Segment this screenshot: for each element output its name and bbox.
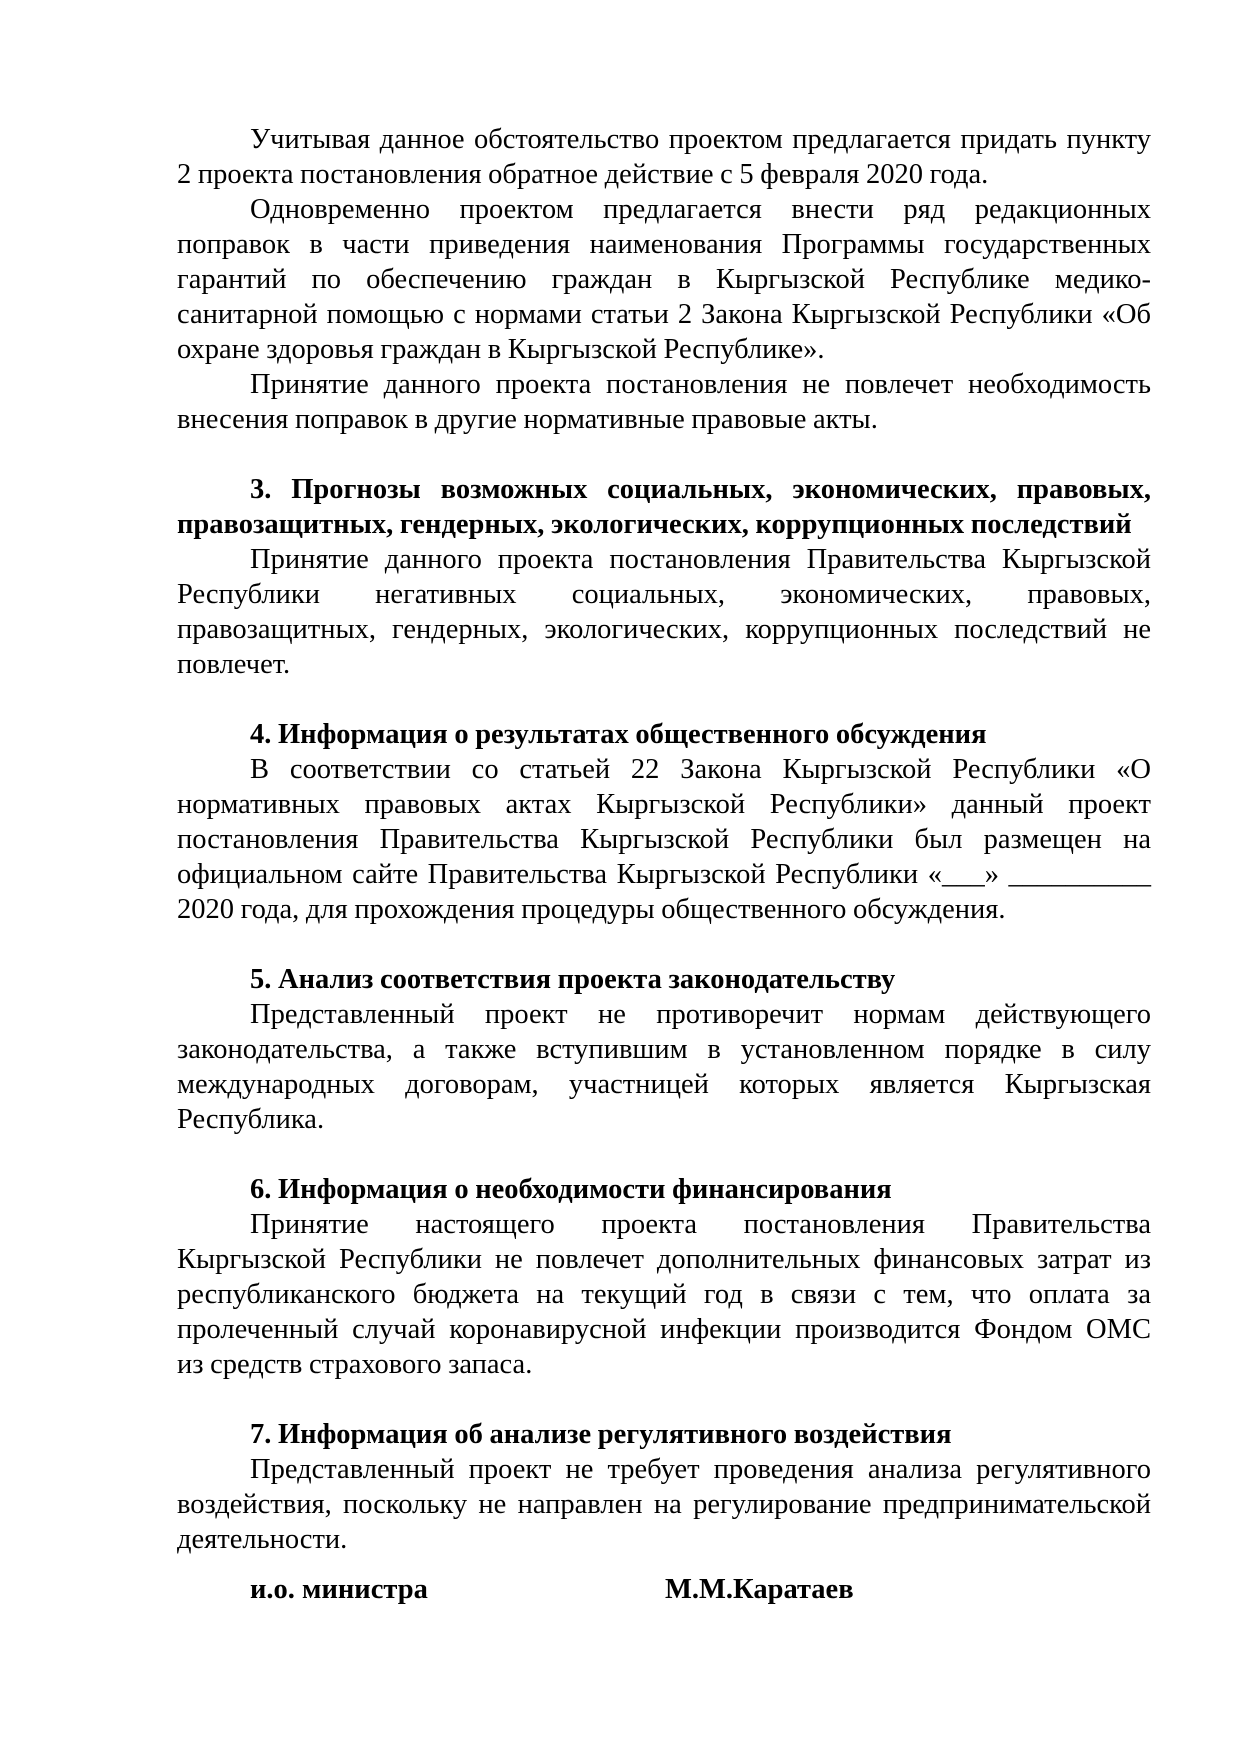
section-heading [177, 1417, 1151, 1452]
text-line: нормативных правовых актах Кыргызской Республики» данный проект [177, 789, 1151, 820]
text-line: деятельности. [177, 1524, 348, 1555]
paragraph [177, 1207, 1151, 1382]
paragraph [177, 752, 1151, 927]
text-line: из средств страхового запаса. [177, 1349, 533, 1380]
text-line: правозащитных, гендерных, экологических, коррупционных последствий [177, 509, 1132, 540]
signature-position-label: и.о. министра [250, 1574, 428, 1605]
text-line: Учитывая данное обстоятельство проектом предлагается придать пункту [250, 124, 1151, 155]
text-line: пролеченный случай коронавирусной инфекции производится Фондом ОМС [177, 1314, 1151, 1345]
document-body [177, 122, 1151, 1607]
text-line: 4. Информация о результатах общественного обсуждения [250, 719, 987, 750]
text-line: международных договорам, участницей которых является Кыргызская [177, 1069, 1151, 1100]
text-line: правозащитных, гендерных, экологических, коррупционных последствий не [177, 614, 1151, 645]
text-line: В соответствии со статьей 22 Закона Кыргызской Республики «О [250, 754, 1151, 785]
signature-name: М.М.Каратаев [665, 1574, 854, 1605]
text-line: 3. Прогнозы возможных социальных, экономических, правовых, [250, 474, 1151, 505]
section-heading [177, 717, 1151, 752]
section-heading [177, 1172, 1151, 1207]
paragraph [177, 367, 1151, 437]
text-line: 5. Анализ соответствия проекта законодательству [250, 964, 896, 995]
section-heading [177, 472, 1151, 542]
signature-row [177, 1572, 1151, 1607]
paragraph [177, 192, 1151, 367]
text-line: внесения поправок в другие нормативные правовые акты. [177, 404, 878, 435]
text-line: Принятие данного проекта постановления Правительства Кыргызской [250, 544, 1151, 575]
paragraph [177, 1452, 1151, 1557]
text-line: Республики негативных социальных, экономических, правовых, [177, 579, 1151, 610]
text-line: Принятие данного проекта постановления не повлечет необходимость [250, 369, 1151, 400]
paragraph [177, 997, 1151, 1137]
section-heading [177, 962, 1151, 997]
text-line: 2 проекта постановления обратное действие с 5 февраля 2020 года. [177, 159, 989, 190]
text-line: охране здоровья граждан в Кыргызской Республике». [177, 334, 825, 365]
text-line: 2020 года, для прохождения процедуры общественного обсуждения. [177, 894, 1006, 925]
text-line: Кыргызской Республики не повлечет дополнительных финансовых затрат из [177, 1244, 1151, 1275]
text-line: Представленный проект не требует проведения анализа регулятивного [250, 1454, 1151, 1485]
text-line: постановления Правительства Кыргызской Республики был размещен на [177, 824, 1151, 855]
text-line: Одновременно проектом предлагается внести ряд редакционных [250, 194, 1151, 225]
text-line: поправок в части приведения наименования Программы государственных [177, 229, 1151, 260]
text-line: Республика. [177, 1104, 325, 1135]
text-line: 6. Информация о необходимости финансирования [250, 1174, 892, 1205]
text-line: республиканского бюджета на текущий год в связи с тем, что оплата за [177, 1279, 1151, 1310]
document-text-blocks [177, 122, 1151, 1557]
text-line: 7. Информация об анализе регулятивного воздействия [250, 1419, 952, 1450]
text-line: повлечет. [177, 649, 291, 680]
text-line: официальном сайте Правительства Кыргызской Республики «___» __________ [177, 859, 1151, 890]
text-line: гарантий по обеспечению граждан в Кыргызской Республике медико- [177, 264, 1151, 295]
text-line: законодательства, а также вступившим в установленном порядке в силу [177, 1034, 1151, 1065]
text-line: санитарной помощью с нормами статьи 2 Закона Кыргызской Республики «Об [177, 299, 1151, 330]
text-line: Принятие настоящего проекта постановления Правительства [250, 1209, 1151, 1240]
text-line: Представленный проект не противоречит нормам действующего [250, 999, 1151, 1030]
text-line: воздействия, поскольку не направлен на регулирование предпринимательской [177, 1489, 1151, 1520]
paragraph [177, 542, 1151, 682]
paragraph [177, 122, 1151, 192]
